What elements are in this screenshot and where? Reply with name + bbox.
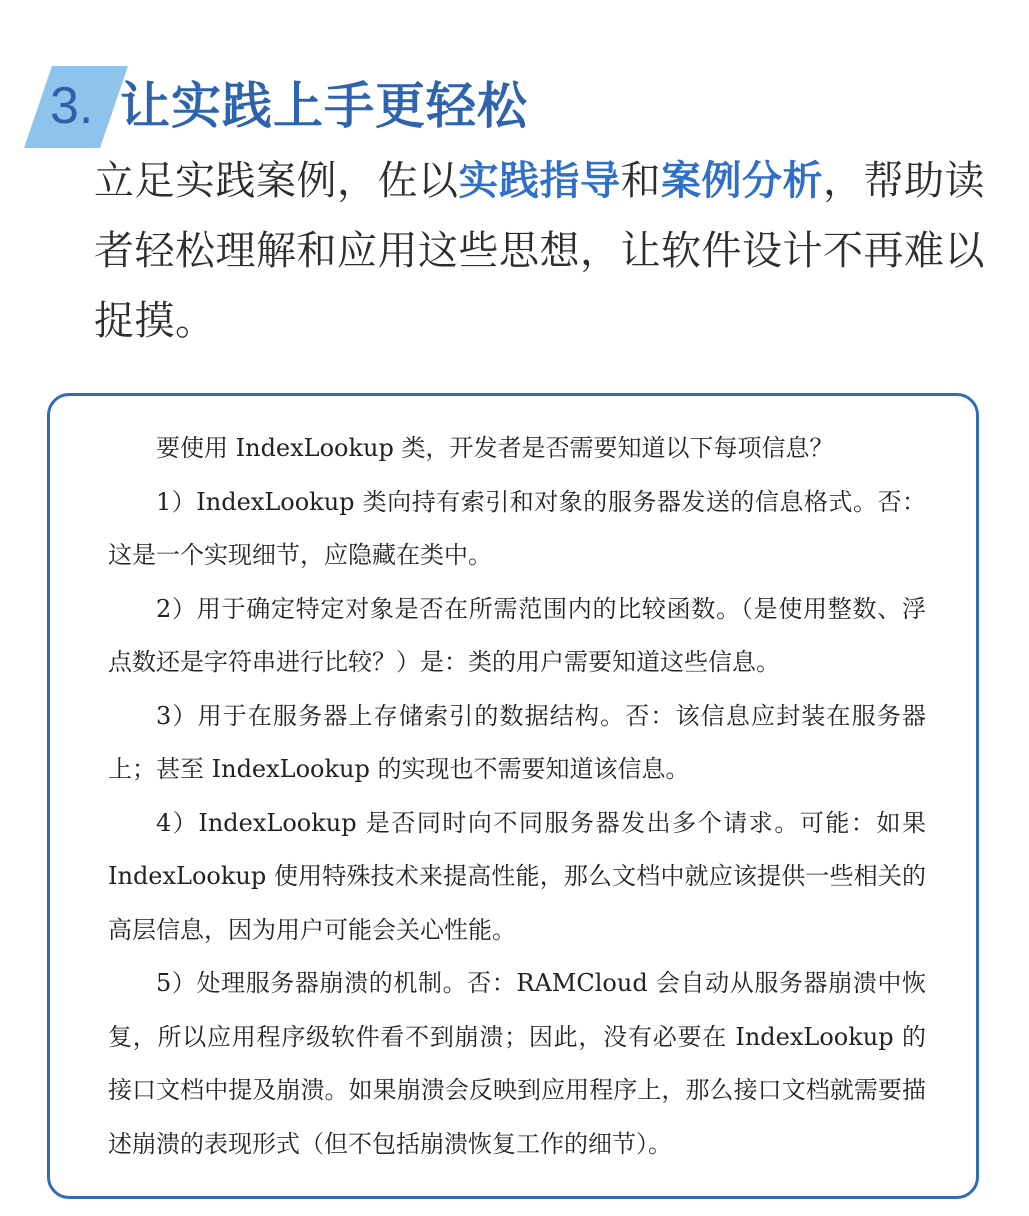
box-item-3: 3）用于在服务器上存储索引的数据结构。否：该信息应封装在服务器上；甚至 IndexLookup 的实现也不需要知道该信息。: [108, 701, 926, 783]
heading-number: 3.: [50, 77, 94, 135]
box-item-2: 2）用于确定特定对象是否在所需范围内的比较函数。（是使用整数、浮点数还是字符串进行比较？）是：类的用户需要知道这些信息。: [108, 594, 926, 676]
intro-text-2: 和: [620, 158, 661, 204]
example-box: [47, 393, 979, 1199]
intro-paragraph: [94, 146, 994, 356]
intro-text-1: 立足实践案例，佐以: [94, 158, 459, 204]
intro-highlight-practice-guide: 实践指导: [458, 158, 621, 204]
box-item-1: 1）IndexLookup 类向持有索引和对象的服务器发送的信息格式。否：这是一个实现细节，应隐藏在类中。: [108, 487, 926, 569]
box-item-5: 5）处理服务器崩溃的机制。否：RAMCloud 会自动从服务器崩溃中恢复，所以应用程序级软件看不到崩溃；因此，没有必要在 IndexLookup 的接口文档中提及崩溃。如果崩溃会反映到应用程序上，那么接口文档就需要描述崩溃的表现形式（但不包括崩溃恢复工作的细节）。: [108, 969, 926, 1158]
intro-text-3: ，帮助读者轻松理解和应用这些思想，让软件设计不再难以捉摸。: [94, 158, 985, 344]
intro-highlight-case-analysis: 案例分析: [661, 158, 823, 204]
heading-title: 让实践上手更轻松: [120, 77, 528, 135]
example-box-content: [108, 422, 926, 1171]
box-item-4: 4）IndexLookup 是否同时向不同服务器发出多个请求。可能：如果 IndexLookup 使用特殊技术来提高性能，那么文档中就应该提供一些相关的高层信息，因为用户可能会关心性能。: [108, 808, 926, 944]
section-heading: [24, 66, 644, 148]
box-question: 要使用 IndexLookup 类，开发者是否需要知道以下每项信息？: [156, 434, 834, 462]
